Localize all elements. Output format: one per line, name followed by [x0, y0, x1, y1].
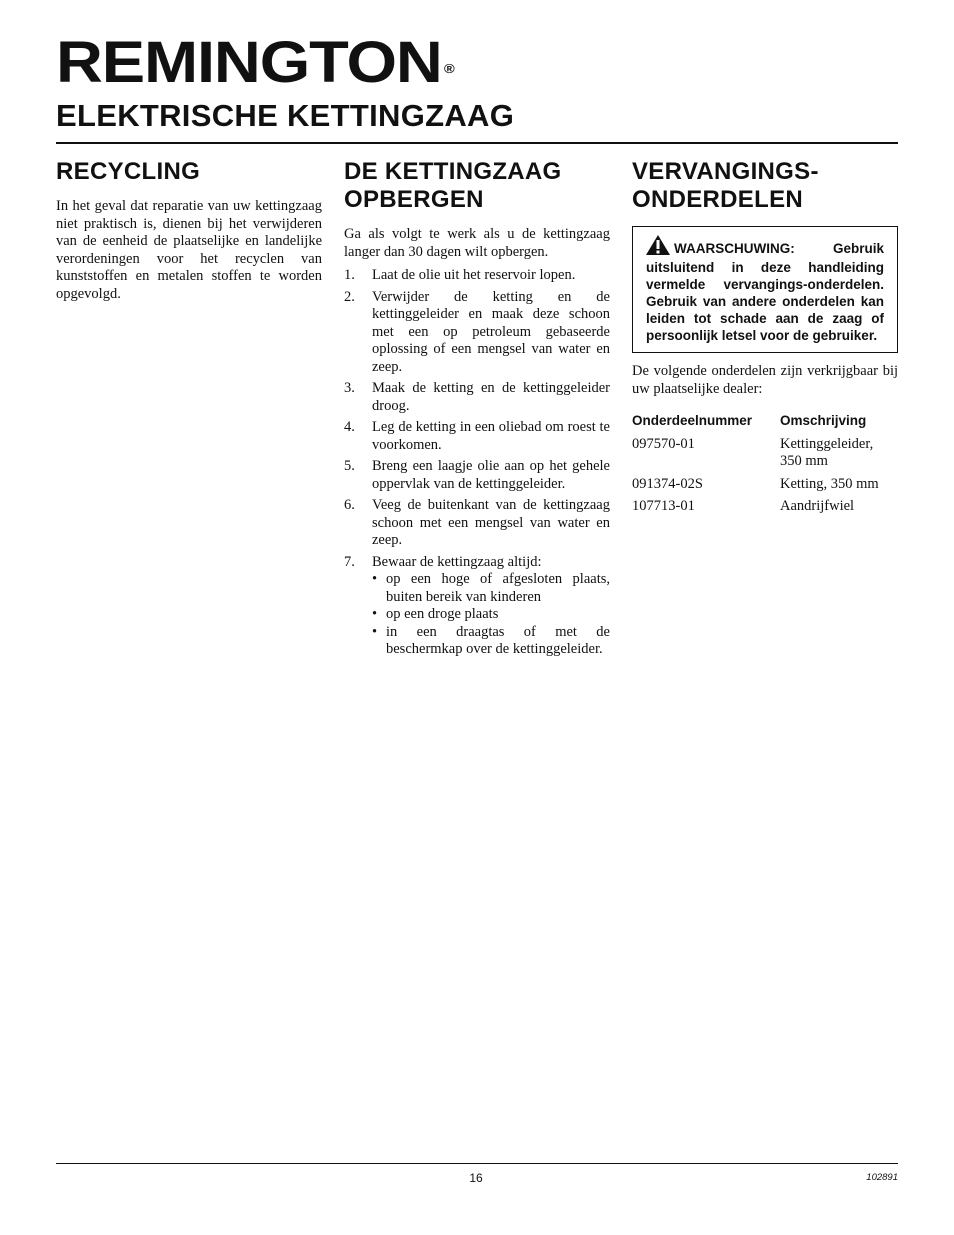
step-number: 6. — [344, 497, 355, 513]
warning-text: WAARSCHUWING: Gebruik uitsluitend in deze handleiding vermelde vervangings-onderdelen. Gebruik van andere onderdelen kan leiden tot schade aan de zaag of persoonlijk letsel voor de gebruiker. — [646, 241, 884, 343]
bullet-text: op een hoge of afgesloten plaats, buiten bereik van kinderen — [386, 571, 610, 605]
list-item — [344, 267, 610, 285]
step-text: Veeg de buitenkant van de kettingzaag schoon met een mengsel van water en zeep. — [372, 497, 610, 548]
brand-logo — [56, 30, 454, 95]
step-number: 1. — [344, 267, 355, 283]
storage-intro: Ga als volgt te werk als u de kettingzaag langer dan 30 dagen wilt opbergen. — [344, 226, 610, 260]
step-text: Bewaar de kettingzaag altijd: — [372, 553, 542, 570]
column-header-number: Onderdeelnummer — [632, 413, 753, 428]
step-text: Verwijder de ketting en de kettinggeleider en maak deze schoon met een op petroleum gebaseerde oplossing of een mengsel van water en zeep. — [372, 288, 610, 375]
storage-section — [344, 158, 610, 663]
list-item — [344, 554, 610, 659]
parts-table-header — [632, 412, 898, 430]
part-description: Kettinggeleider, 350 mm — [780, 435, 874, 469]
brand-name: REMINGTON — [56, 30, 442, 95]
storage-heading: DE KETTINGZAAG OPBERGEN — [344, 158, 562, 213]
list-item — [344, 380, 610, 415]
step-number: 5. — [344, 458, 355, 474]
step-number: 7. — [344, 553, 355, 570]
part-number: 097570-01 — [632, 435, 695, 452]
parts-section — [632, 158, 898, 521]
table-row — [632, 476, 898, 494]
storage-steps — [344, 267, 610, 659]
part-description: Ketting, 350 mm — [780, 475, 879, 492]
document-code: 102891 — [866, 1172, 898, 1183]
recycling-heading: RECYCLING — [56, 158, 201, 185]
bullet-icon: • — [372, 606, 378, 622]
part-number: 091374-02S — [632, 475, 703, 492]
bullet-text: op een droge plaats — [386, 606, 499, 622]
list-item — [372, 571, 610, 606]
warning-box — [632, 226, 898, 353]
list-item — [372, 606, 610, 624]
recycling-section — [56, 158, 322, 303]
header-divider — [56, 142, 898, 144]
list-item — [344, 419, 610, 454]
column-header-description: Omschrijving — [780, 413, 867, 428]
parts-intro: De volgende onderdelen zijn verkrijgbaar bij uw plaatselijke dealer: — [632, 363, 898, 397]
bullet-text: in een draagtas of met de beschermkap over de kettinggeleider. — [386, 623, 610, 657]
bullet-icon: • — [372, 571, 378, 587]
parts-heading-line1: VERVANGINGS- — [632, 158, 819, 185]
step-text: Breng een laagje olie aan op het gehele oppervlak van de kettinggeleider. — [372, 458, 610, 492]
list-item — [372, 624, 610, 659]
part-number: 107713-01 — [632, 498, 695, 514]
step-number: 4. — [344, 419, 355, 435]
step-number: 2. — [344, 288, 355, 305]
list-item — [344, 289, 610, 377]
page-number: 16 — [469, 1171, 483, 1185]
step-number: 3. — [344, 380, 355, 396]
storage-bullets — [372, 571, 610, 659]
step-content — [372, 554, 610, 659]
step-text: Leg de ketting in een oliebad om roest te voorkomen. — [372, 419, 610, 453]
footer-divider — [56, 1163, 898, 1164]
list-item — [344, 458, 610, 493]
warning-triangle-icon — [646, 235, 670, 259]
table-row — [632, 436, 898, 471]
bullet-icon: • — [372, 623, 378, 640]
document-title: ELEKTRISCHE KETTINGZAAG — [56, 98, 515, 133]
step-text: Maak de ketting en de kettinggeleider droog. — [372, 380, 610, 414]
registered-mark: ® — [443, 61, 454, 76]
part-description: Aandrijfwiel — [780, 498, 855, 514]
table-row — [632, 498, 898, 516]
recycling-body: In het geval dat reparatie van uw kettingzaag niet praktisch is, dienen bij het verwijderen van de eenheid de plaatselijke en landelijke verordeningen voor het recyclen van kunststoffen en metalen stoffen te worden opgevolgd. — [56, 198, 322, 302]
step-text: Laat de olie uit het reservoir lopen. — [372, 267, 576, 283]
parts-heading — [632, 158, 898, 214]
list-item — [344, 497, 610, 550]
parts-heading-line2: ONDERDELEN — [632, 186, 804, 213]
